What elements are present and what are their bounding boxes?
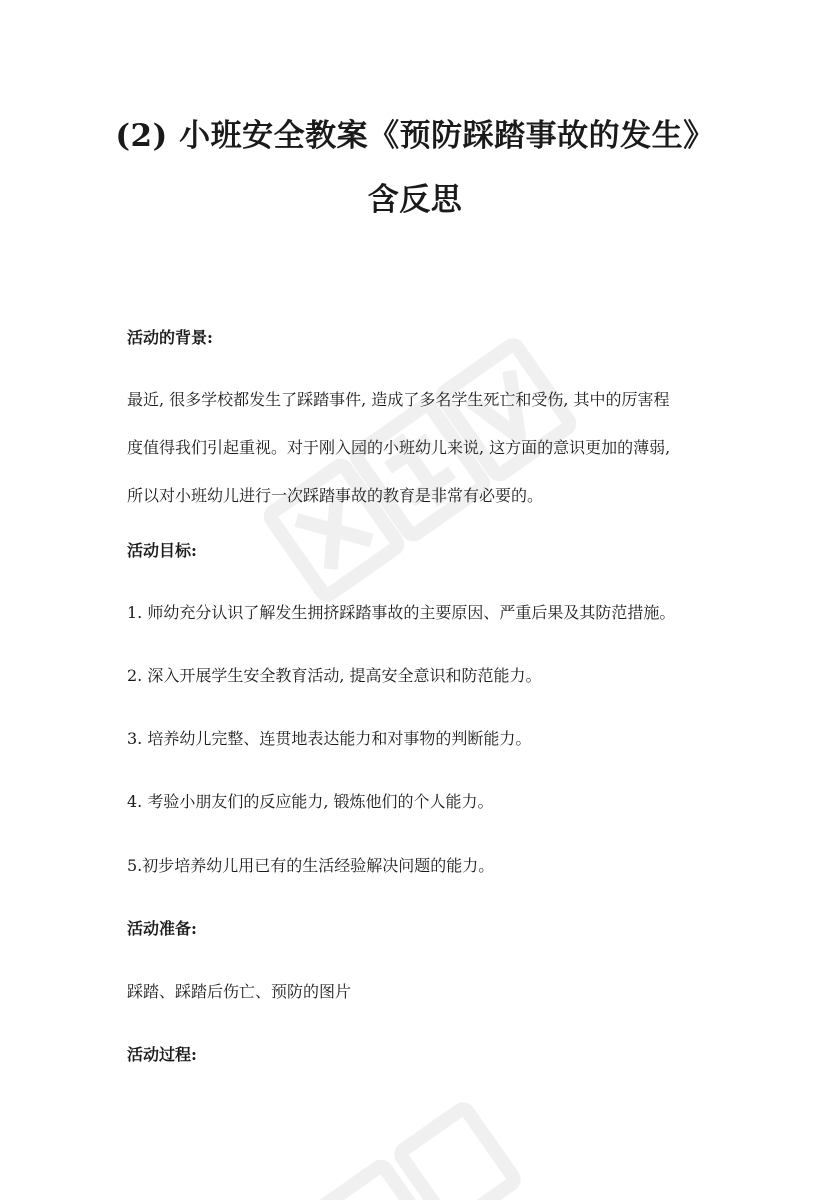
section-heading-goals: 活动目标: [127, 541, 197, 560]
goal-item-2: 2. 深入开展学生安全教育活动, 提高安全意识和防范能力。 [127, 666, 542, 685]
section-heading-background: 活动的背景: [127, 328, 213, 347]
background-line-1: 最近, 很多学校都发生了踩踏事件, 造成了多名学生死亡和受伤, 其中的厉害程 [127, 390, 670, 409]
goal-item-4: 4. 考验小朋友们的反应能力, 锻炼他们的个人能力。 [127, 792, 494, 811]
document-title-line-1: (2) 小班安全教案《预防踩踏事故的发生》 [115, 118, 715, 154]
document-title-line-2: 含反思 [367, 182, 463, 218]
background-line-3: 所以对小班幼儿进行一次踩踏事故的教育是非常有必要的。 [127, 486, 544, 505]
background-line-2: 度值得我们引起重视。对于刚入园的小班幼儿来说, 这方面的意识更加的薄弱, [127, 438, 671, 457]
background-paragraph [127, 390, 707, 506]
section-heading-preparation: 活动准备: [127, 919, 197, 938]
section-heading-process: 活动过程: [127, 1045, 197, 1064]
watermark-logo-bottom [280, 1080, 580, 1200]
goal-item-5: 5.初步培养幼儿用已有的生活经验解决问题的能力。 [127, 856, 495, 875]
goal-item-3: 3. 培养幼儿完整、连贯地表达能力和对事物的判断能力。 [127, 729, 532, 748]
goal-item-1: 1. 师幼充分认识了解发生拥挤踩踏事故的主要原因、严重后果及其防范措施。 [127, 603, 676, 622]
preparation-text: 踩踏、踩踏后伤亡、预防的图片 [127, 982, 352, 1001]
